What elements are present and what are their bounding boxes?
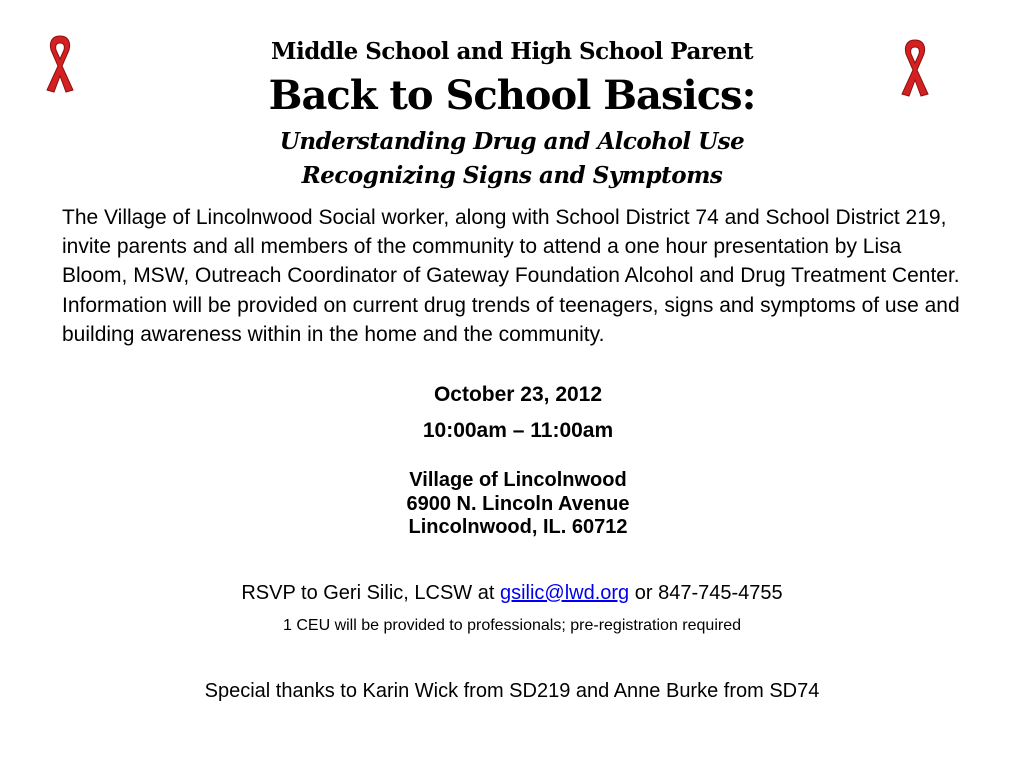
header-subtitle: Middle School and High School Parent (271, 38, 753, 65)
event-description: The Village of Lincolnwood Social worker, along with School District 74 and School District 219, invite parents and all members of the community to attend a one hour presentation by Lisa Bloom, MSW, Outreach Coordinator of Gateway Foundation Alcohol and Drug Treatment Center. Information will be provided on current drug trends of teenagers, signs and symptoms of use and building awareness within in the home and the community. (62, 206, 960, 346)
venue-street: 6900 N. Lincoln Avenue (406, 493, 630, 515)
venue-name: Village of Lincolnwood (409, 469, 627, 491)
venue-city: Lincolnwood, IL. 60712 (408, 516, 628, 538)
rsvp-prefix: RSVP to Geri Silic, LCSW at (241, 582, 500, 604)
thanks-note: Special thanks to Karin Wick from SD219 and Anne Burke from SD74 (204, 680, 820, 702)
rsvp-line (0, 582, 1024, 605)
event-time: 10:00am – 11:00am (422, 419, 614, 442)
page-title: Back to School Basics: (268, 72, 756, 119)
topic-line-2: Recognizing Signs and Symptoms (301, 162, 723, 189)
topic-line-1: Understanding Drug and Alcohol Use (279, 128, 745, 155)
ceu-note: 1 CEU will be provided to professionals; pre-registration required (283, 617, 741, 634)
event-date: October 23, 2012 (433, 383, 603, 406)
rsvp-email-link[interactable]: gsilic@lwd.org (499, 582, 630, 604)
rsvp-suffix: or 847-745-4755 (629, 582, 783, 604)
